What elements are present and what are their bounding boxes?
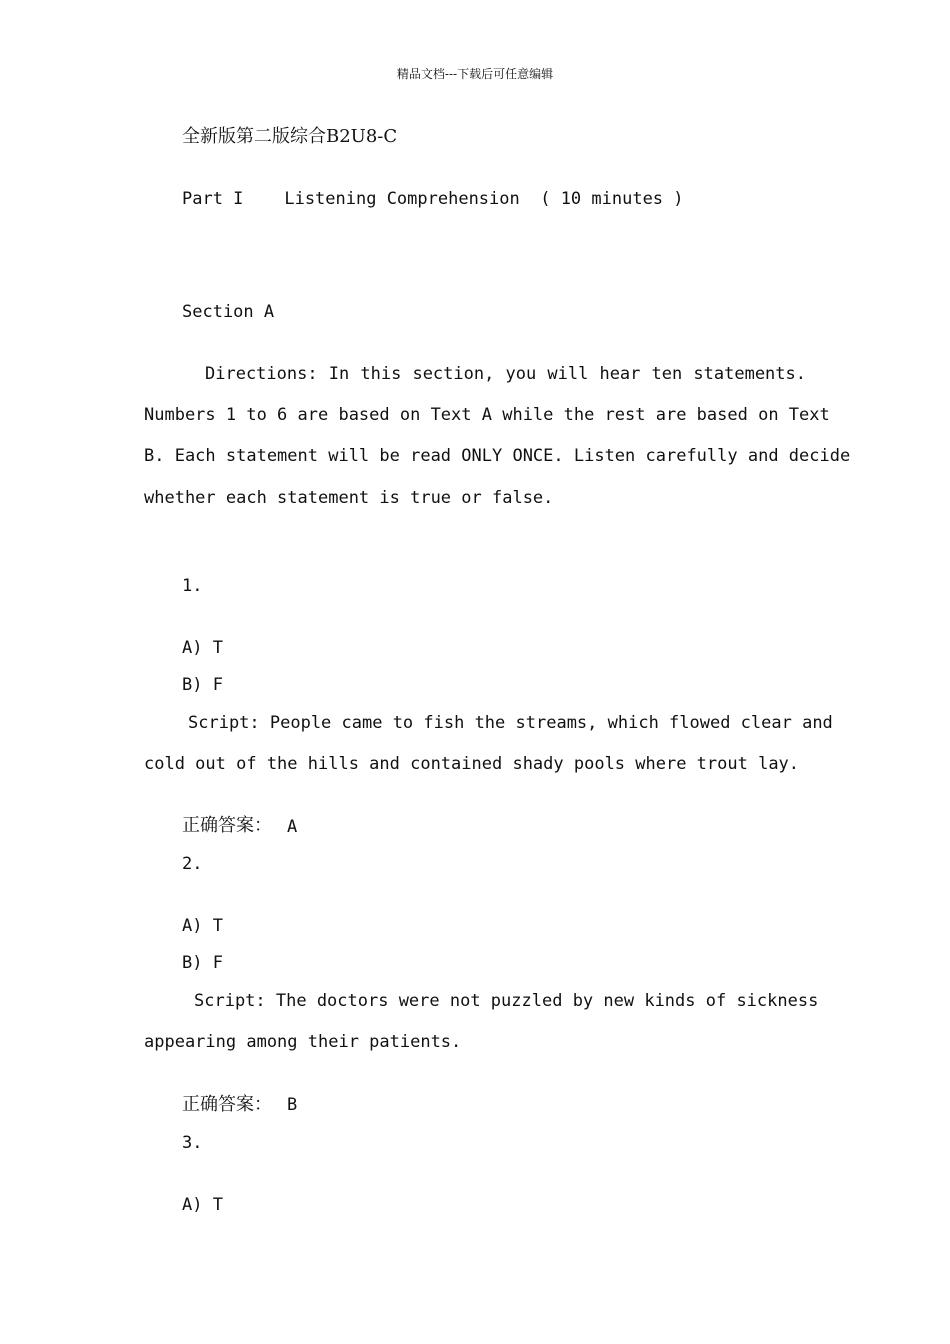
part-heading: Part I Listening Comprehension ( 10 minutes ) (182, 189, 684, 209)
option-b[interactable]: B) F (182, 953, 223, 973)
document-title: 全新版第二版综合B2U8-C (182, 126, 398, 147)
directions-line-1: Directions: In this section, you will hear ten statements. (205, 364, 806, 384)
answer-value: B (287, 1095, 298, 1115)
option-a[interactable]: A) T (182, 916, 223, 936)
question-number: 3. (182, 1133, 203, 1153)
script-line-2: appearing among their patients. (144, 1032, 462, 1052)
directions-line-4: whether each statement is true or false. (144, 488, 554, 508)
answer-value: A (287, 817, 298, 837)
page-header: 精品文档---下载后可任意编辑 (396, 67, 554, 81)
directions-line-3: B. Each statement will be read ONLY ONCE. Listen carefully and decide (144, 446, 851, 466)
section-heading: Section A (182, 302, 275, 322)
answer-label: 正确答案： (182, 1094, 272, 1115)
question-number: 2. (182, 854, 203, 874)
script-line-1: Script: The doctors were not puzzled by new kinds of sickness (194, 991, 819, 1011)
answer-label: 正确答案： (182, 815, 272, 836)
option-b[interactable]: B) F (182, 675, 223, 695)
script-line-1: Script: People came to fish the streams, which flowed clear and (188, 713, 833, 733)
option-a[interactable]: A) T (182, 638, 223, 658)
script-line-2: cold out of the hills and contained shady pools where trout lay. (144, 754, 800, 774)
directions-line-2: Numbers 1 to 6 are based on Text A while the rest are based on Text (144, 405, 830, 425)
option-a[interactable]: A) T (182, 1195, 223, 1215)
question-number: 1. (182, 576, 203, 596)
